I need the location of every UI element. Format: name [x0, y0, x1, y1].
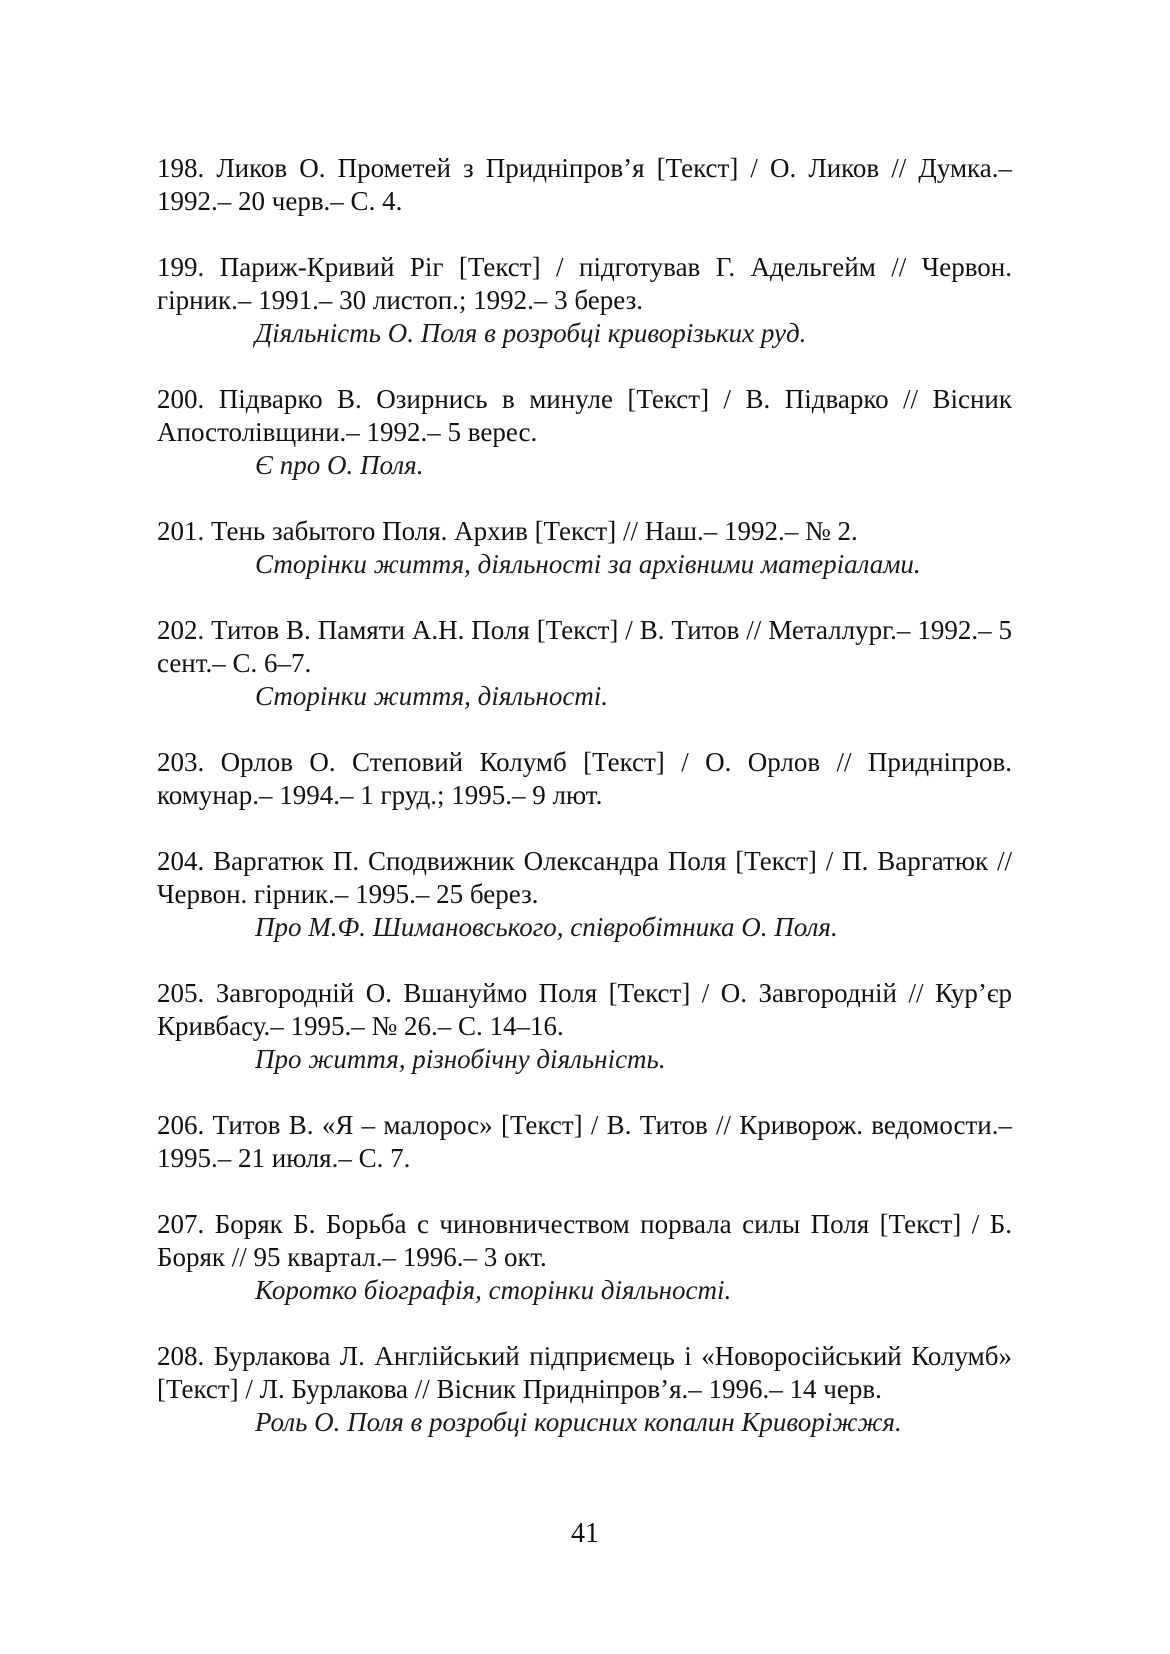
bibliography-entry [157, 152, 1012, 218]
page-number: 41 [571, 1518, 599, 1549]
entry-citation: 207. Боряк Б. Борьба с чиновничеством порвала силы Поля [Текст] / Б. Боряк // 95 квартал.– 1996.– 3 окт. [157, 1209, 1012, 1272]
bibliography-entry [157, 1109, 1012, 1175]
bibliography-entry [157, 746, 1012, 812]
bibliography-list [157, 152, 1012, 1472]
entry-annotation: Про М.Ф. Шимановського, співробітника О. Поля. [255, 912, 838, 942]
entry-annotation: Коротко біографія, сторінки діяльності. [255, 1275, 732, 1305]
entry-citation: 200. Підварко В. Озирнись в минуле [Текст] / В. Підварко // Вісник Апостолівщини.– 1992.– 5 верес. [157, 384, 1012, 447]
entry-annotation: Сторінки життя, діяльності. [255, 681, 609, 711]
entry-citation: 204. Варгатюк П. Сподвижник Олександра Поля [Текст] / П. Варгатюк // Червон. гірник.– 1995.– 25 берез. [157, 846, 1012, 909]
entry-citation: 208. Бурлакова Л. Англійський підприємець і «Новоросійський Колумб» [Текст] / Л. Бурлакова // Вісник Придніпров’я.– 1996.– 14 черв. [157, 1341, 1012, 1404]
bibliography-entry [157, 977, 1012, 1076]
bibliography-entry [157, 1340, 1012, 1439]
entry-citation: 205. Завгородній О. Вшануймо Поля [Текст] / О. Завгородній // Кур’єр Кривбасу.– 1995.– № 26.– С. 14–16. [157, 978, 1012, 1041]
bibliography-entry [157, 845, 1012, 944]
bibliography-entry [157, 383, 1012, 482]
entry-citation: 206. Титов В. «Я – малорос» [Текст] / В. Титов // Криворож. ведомости.– 1995.– 21 июля.– С. 7. [157, 1110, 1012, 1173]
bibliography-entry [157, 515, 1012, 581]
entry-annotation: Сторінки життя, діяльності за архівними матеріалами. [255, 549, 921, 579]
bibliography-entry [157, 1208, 1012, 1307]
entry-annotation: Є про О. Поля. [255, 450, 424, 480]
entry-citation: 201. Тень забытого Поля. Архив [Текст] // Наш.– 1992.– № 2. [157, 516, 858, 546]
entry-annotation: Про життя, різнобічну діяльність. [255, 1044, 666, 1074]
bibliography-entry [157, 251, 1012, 350]
entry-citation: 199. Париж-Кривий Ріг [Текст] / підготував Г. Адельгейм // Червон. гірник.– 1991.– 30 листоп.; 1992.– 3 берез. [157, 252, 1012, 315]
entry-annotation: Роль О. Поля в розробці корисних копалин Криворіжжя. [255, 1407, 902, 1437]
bibliography-entry [157, 614, 1012, 713]
entry-citation: 198. Ликов О. Прометей з Придніпров’я [Текст] / О. Ликов // Думка.– 1992.– 20 черв.– С. 4. [157, 153, 1012, 216]
entry-citation: 203. Орлов О. Степовий Колумб [Текст] / О. Орлов // Придніпров. комунар.– 1994.– 1 груд.; 1995.– 9 лют. [157, 747, 1012, 810]
entry-citation: 202. Титов В. Памяти А.Н. Поля [Текст] / В. Титов // Металлург.– 1992.– 5 сент.– С. 6–7. [157, 615, 1012, 678]
entry-annotation: Діяльність О. Поля в розробці криворізьких руд. [255, 318, 807, 348]
